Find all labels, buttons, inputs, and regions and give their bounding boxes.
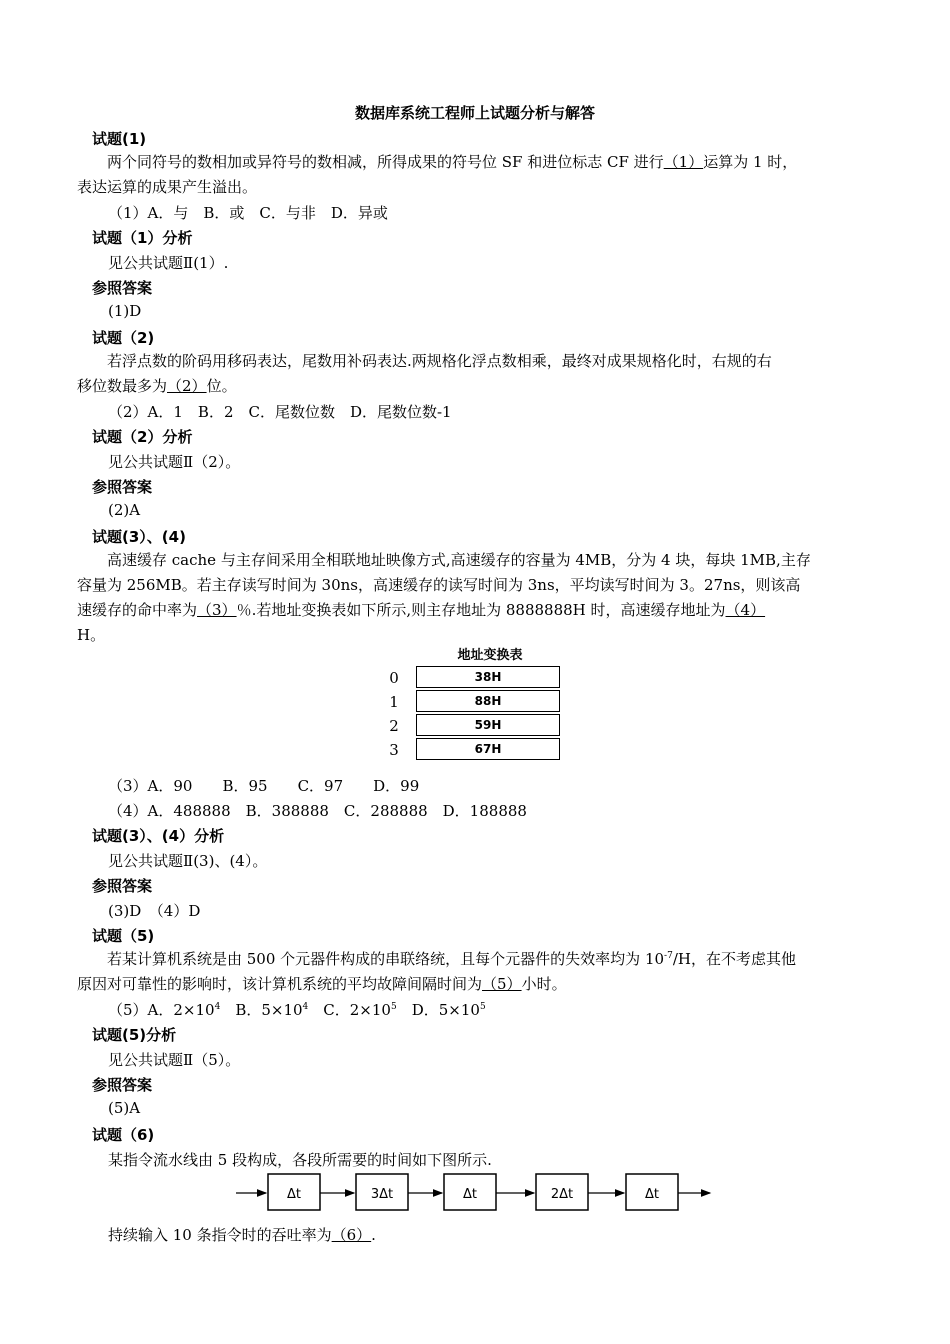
q2-analysis: 见公共试题Ⅱ（2）。	[108, 453, 241, 471]
q2-text-a: 若浮点数的阶码用移码表达，尾数用补码表达.两规格化浮点数相乘，最终对成果规格化时，右规的右	[107, 352, 772, 370]
q2-heading: 试题（2)	[92, 329, 155, 347]
q5-options	[108, 999, 486, 1020]
q1-blank: （1）	[663, 153, 704, 171]
q5-line1-sup: -7	[664, 951, 673, 961]
q1-answer: (1)D	[108, 302, 142, 320]
q5-line1-a: 若某计算机系统是由 500 个元器件构成的串联络统，且每个元器件的失效率均为 10	[107, 950, 665, 968]
address-row-value: 88H	[416, 690, 560, 712]
q5-opt-a: （5）A．2×10	[108, 1001, 215, 1019]
q1-text	[77, 150, 860, 200]
q1-heading: 试题(1)	[92, 130, 147, 148]
q1-text-b: 运算为 1 时，	[703, 153, 798, 171]
q34-text	[77, 548, 860, 648]
q5-heading: 试题（5)	[92, 927, 155, 945]
address-row-index: 2	[389, 717, 399, 735]
q34-answer: (3)D （4）D	[108, 902, 201, 920]
q5-opt-b: B．5×10	[220, 1001, 303, 1019]
q5-opt-d: D．5×10	[396, 1001, 480, 1019]
q6-text-b: 持续输入 10 条指令时的吞吐率为	[108, 1226, 332, 1244]
q5-opt-a-sup: 4	[214, 1002, 221, 1012]
address-row-index: 3	[389, 741, 399, 759]
q2-text-b: 移位数最多为	[77, 377, 168, 395]
address-table-title: 地址变换表	[457, 648, 523, 663]
address-row-value: 38H	[416, 666, 560, 688]
address-row-value: 59H	[416, 714, 560, 736]
q1-answer-heading: 参照答案	[92, 279, 153, 297]
q34-line4: H。	[77, 626, 106, 644]
q3-options: （3）A．90 B．95 C．97 D．99	[108, 777, 420, 795]
q1-analysis-heading: 试题（1）分析	[92, 229, 193, 247]
q34-blank4: （4）	[725, 601, 766, 619]
q34-answer-heading: 参照答案	[92, 877, 153, 895]
q2-text-c: 位。	[206, 377, 237, 395]
address-table-row	[380, 714, 570, 738]
q6-heading: 试题（6)	[92, 1126, 155, 1144]
pipeline-stage-label: 3Δt	[370, 1187, 394, 1202]
address-table-row	[380, 738, 570, 762]
address-table-row	[380, 690, 570, 714]
q5-line1-b: /H，在不考虑其他	[672, 950, 796, 968]
q6-question	[108, 1224, 376, 1245]
q4-options: （4）A．488888 B．388888 C．288888 D．188888	[108, 802, 527, 820]
address-table-row	[380, 666, 570, 690]
q34-analysis-heading: 试题(3）、(4）分析	[92, 827, 225, 845]
q5-opt-c: C．2×10	[308, 1001, 391, 1019]
q5-line2-b: 小时。	[521, 975, 567, 993]
pipeline-stage-label: Δt	[463, 1187, 477, 1202]
q5-opt-c-sup: 5	[390, 1002, 397, 1012]
address-row-index: 1	[389, 693, 399, 711]
q6-blank: （6）	[331, 1226, 372, 1244]
q1-text-a: 两个同符号的数相加或异符号的数相减，所得成果的符号位 SF 和进位标志 CF 进行	[107, 153, 664, 171]
q34-line2: 容量为 256MB。若主存读写时间为 30ns，高速缓存的读写时间为 3ns，平均读写时间为 3。27ns，则该高	[77, 576, 801, 594]
q5-opt-d-sup: 5	[479, 1002, 486, 1012]
q5-answer: (5)A	[108, 1099, 141, 1117]
q5-answer-heading: 参照答案	[92, 1076, 153, 1094]
q2-answer: (2)A	[108, 501, 141, 519]
q1-text-c: 表达运算的成果产生溢出。	[77, 178, 258, 196]
pipeline-stage-label: Δt	[287, 1187, 301, 1202]
q5-analysis: 见公共试题Ⅱ（5）。	[108, 1051, 241, 1069]
address-row-index: 0	[389, 669, 399, 687]
q5-analysis-heading: 试题(5)分析	[92, 1026, 177, 1044]
q2-options: （2）A．1 B．2 C．尾数位数 D．尾数位数-1	[108, 403, 452, 421]
q5-blank: （5）	[482, 975, 522, 993]
pipeline-stage-label: 2Δt	[550, 1187, 574, 1202]
q5-opt-b-sup: 4	[302, 1002, 309, 1012]
q34-heading: 试题(3）、(4)	[92, 528, 186, 546]
q2-answer-heading: 参照答案	[92, 478, 153, 496]
pipeline-diagram	[234, 1170, 714, 1216]
q6-text-c: .	[371, 1226, 376, 1244]
address-row-value: 67H	[416, 738, 560, 760]
q6-text: 某指令流水线由 5 段构成，各段所需要的时间如下图所示.	[108, 1151, 492, 1169]
q2-analysis-heading: 试题（2）分析	[92, 428, 193, 446]
q1-options: （1）A．与 B．或 C．与非 D．异或	[108, 204, 388, 222]
q5-line2-a: 原因对可靠性的影响时，该计算机系统的平均故障间隔时间为	[77, 975, 483, 993]
q2-blank: （2）	[167, 377, 207, 395]
document-title: 数据库系统工程师上试题分析与解答	[354, 104, 595, 122]
pipeline-stage-label: Δt	[645, 1187, 659, 1202]
q34-analysis: 见公共试题Ⅱ(3)、(4）。	[108, 852, 268, 870]
q5-text	[77, 947, 860, 997]
q34-line3-a: 速缓存的命中率为	[77, 601, 198, 619]
q1-analysis: 见公共试题Ⅱ(1）.	[108, 254, 229, 272]
q34-blank3: （3）	[197, 601, 237, 619]
q2-text	[77, 349, 860, 399]
q34-line3-b: ％.若地址变换表如下所示,则主存地址为 8888888H 时，高速缓存地址为	[236, 601, 726, 619]
q34-line1: 高速缓存 cache 与主存间采用全相联地址映像方式,高速缓存的容量为 4MB，分为 4 块，每块 1MB,主存	[107, 551, 811, 569]
